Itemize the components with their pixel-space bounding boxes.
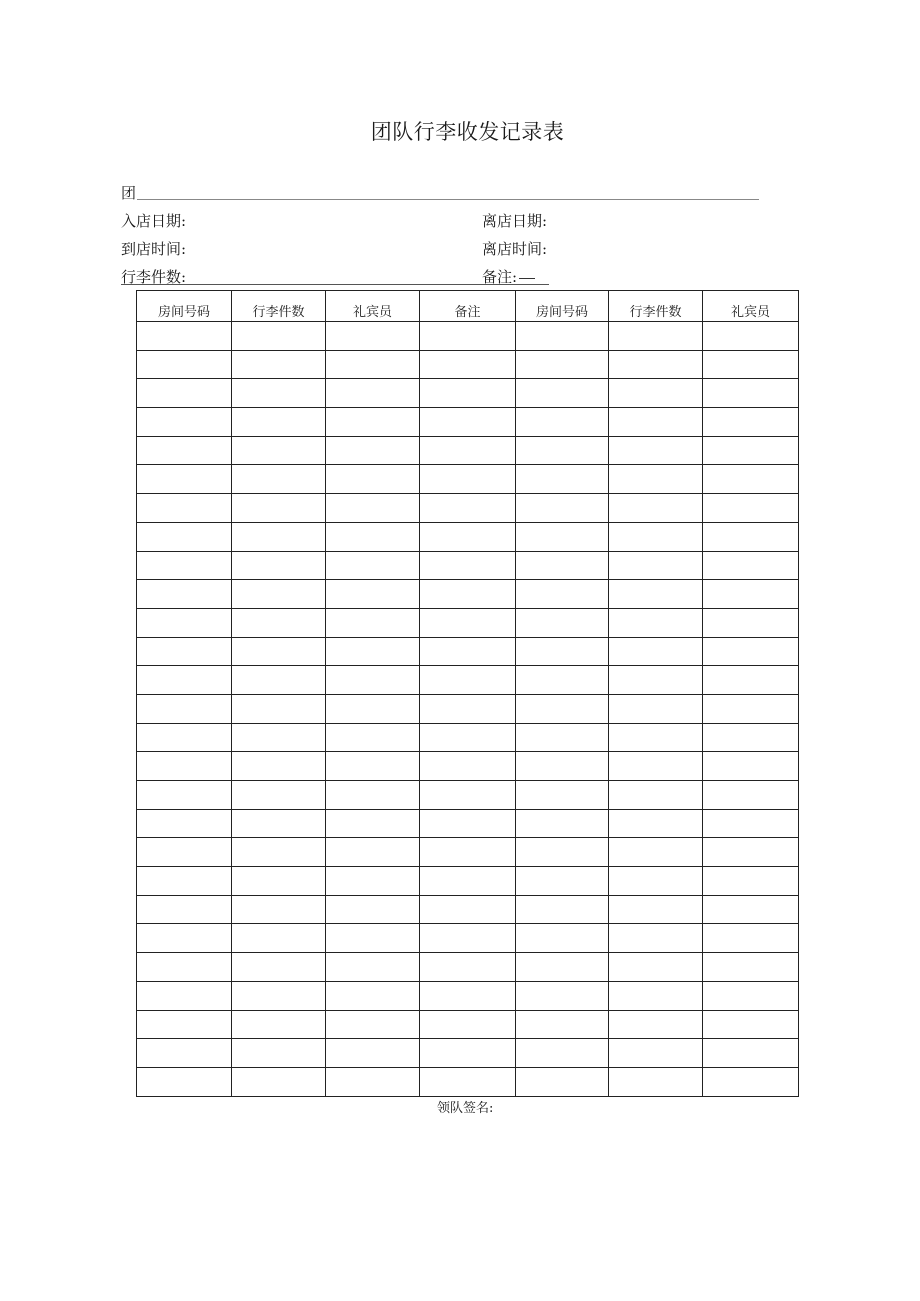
column-header-luggage-count-2: 行李件数: [609, 291, 703, 322]
table-cell: [232, 752, 326, 781]
table-cell: [703, 838, 799, 867]
table-cell: [516, 551, 609, 580]
table-cell: [703, 1010, 799, 1039]
table-cell: [326, 522, 420, 551]
table-cell: [137, 608, 232, 637]
table-cell: [137, 350, 232, 379]
arrival-time-label: 到店时间:: [121, 240, 187, 258]
table-cell: [609, 781, 703, 810]
table-cell: [420, 953, 516, 982]
table-row: [137, 637, 799, 666]
table-cell: [232, 551, 326, 580]
table-cell: [703, 666, 799, 695]
table-cell: [137, 637, 232, 666]
table-cell: [703, 924, 799, 953]
table-cell: [232, 838, 326, 867]
table-cell: [326, 867, 420, 896]
table-cell: [326, 436, 420, 465]
table-cell: [326, 694, 420, 723]
table-cell: [420, 752, 516, 781]
table-cell: [703, 465, 799, 494]
table-cell: [703, 580, 799, 609]
table-cell: [703, 322, 799, 351]
column-header-remarks: 备注: [420, 291, 516, 322]
table-cell: [326, 551, 420, 580]
table-header-row: [137, 291, 799, 322]
table-cell: [232, 694, 326, 723]
table-cell: [516, 781, 609, 810]
table-cell: [326, 924, 420, 953]
table-cell: [609, 1067, 703, 1096]
table-cell: [609, 379, 703, 408]
table-cell: [420, 637, 516, 666]
column-header-concierge: 礼宾员: [326, 291, 420, 322]
table-cell: [609, 551, 703, 580]
table-cell: [703, 1039, 799, 1068]
table-cell: [420, 1010, 516, 1039]
table-cell: [232, 867, 326, 896]
table-cell: [516, 809, 609, 838]
leader-signature-label: 领队签名:: [437, 1101, 494, 1116]
table-cell: [516, 379, 609, 408]
table-cell: [609, 408, 703, 437]
table-cell: [326, 723, 420, 752]
table-cell: [703, 494, 799, 523]
table-cell: [420, 723, 516, 752]
column-header-room-number-2: 房间号码: [516, 291, 609, 322]
table-cell: [703, 752, 799, 781]
table-cell: [420, 1067, 516, 1096]
table-cell: [232, 924, 326, 953]
table-cell: [420, 350, 516, 379]
table-body: [137, 322, 799, 1097]
table-cell: [137, 465, 232, 494]
table-cell: [516, 350, 609, 379]
table-cell: [326, 838, 420, 867]
table-cell: [326, 494, 420, 523]
table-cell: [137, 752, 232, 781]
table-cell: [326, 809, 420, 838]
column-header-luggage-count: 行李件数: [232, 291, 326, 322]
table-row: [137, 522, 799, 551]
table-cell: [703, 436, 799, 465]
table-cell: [137, 522, 232, 551]
table-cell: [420, 781, 516, 810]
table-cell: [137, 1039, 232, 1068]
table-cell: [232, 723, 326, 752]
team-fill-line: [137, 199, 759, 200]
table-cell: [516, 1010, 609, 1039]
table-cell: [609, 694, 703, 723]
table-cell: [420, 580, 516, 609]
table-cell: [609, 580, 703, 609]
table-cell: [703, 408, 799, 437]
table-cell: [232, 637, 326, 666]
table-cell: [516, 322, 609, 351]
table-cell: [232, 1067, 326, 1096]
table-row: [137, 1067, 799, 1096]
table-row: [137, 465, 799, 494]
table-cell: [703, 981, 799, 1010]
table-cell: [516, 867, 609, 896]
table-cell: [326, 781, 420, 810]
table-cell: [137, 953, 232, 982]
table-row: [137, 895, 799, 924]
table-cell: [609, 1039, 703, 1068]
table-cell: [516, 981, 609, 1010]
table-row: [137, 350, 799, 379]
table-cell: [326, 637, 420, 666]
table-cell: [420, 379, 516, 408]
table-cell: [703, 608, 799, 637]
table-cell: [232, 781, 326, 810]
table-cell: [420, 494, 516, 523]
table-cell: [232, 895, 326, 924]
table-cell: [326, 322, 420, 351]
table-cell: [326, 953, 420, 982]
table-cell: [516, 608, 609, 637]
table-cell: [516, 408, 609, 437]
column-header-room-number: 房间号码: [137, 291, 232, 322]
table-row: [137, 838, 799, 867]
table-cell: [420, 924, 516, 953]
table-cell: [232, 981, 326, 1010]
table-cell: [326, 379, 420, 408]
table-cell: [137, 838, 232, 867]
table-cell: [232, 608, 326, 637]
table-cell: [703, 694, 799, 723]
table-cell: [703, 895, 799, 924]
table-cell: [232, 1010, 326, 1039]
table-cell: [137, 436, 232, 465]
table-cell: [137, 981, 232, 1010]
table-cell: [516, 953, 609, 982]
table-cell: [326, 1039, 420, 1068]
table-cell: [609, 465, 703, 494]
table-cell: [420, 436, 516, 465]
table-cell: [516, 465, 609, 494]
table-cell: [609, 867, 703, 896]
team-label: 团: [121, 184, 137, 202]
table-cell: [232, 522, 326, 551]
check-out-date-label: 离店日期:: [482, 212, 548, 230]
table-cell: [703, 522, 799, 551]
table-cell: [137, 322, 232, 351]
table-row: [137, 1039, 799, 1068]
table-cell: [609, 1010, 703, 1039]
table-cell: [609, 723, 703, 752]
table-cell: [420, 608, 516, 637]
table-cell: [137, 1010, 232, 1039]
table-cell: [137, 551, 232, 580]
table-cell: [516, 1039, 609, 1068]
table-cell: [516, 637, 609, 666]
check-in-date-label: 入店日期:: [121, 212, 187, 230]
luggage-count-label: 行李件数:: [121, 268, 187, 286]
table-row: [137, 322, 799, 351]
table-cell: [516, 752, 609, 781]
table-cell: [326, 408, 420, 437]
table-cell: [232, 953, 326, 982]
table-cell: [137, 494, 232, 523]
table-cell: [703, 637, 799, 666]
table-cell: [137, 781, 232, 810]
table-cell: [609, 924, 703, 953]
table-cell: [137, 379, 232, 408]
table-cell: [609, 522, 703, 551]
column-header-concierge-2: 礼宾员: [703, 291, 799, 322]
table-cell: [703, 350, 799, 379]
table-cell: [137, 408, 232, 437]
table-cell: [609, 637, 703, 666]
table-cell: [232, 1039, 326, 1068]
table-cell: [232, 379, 326, 408]
table-row: [137, 781, 799, 810]
table-cell: [420, 465, 516, 494]
table-cell: [609, 752, 703, 781]
table-cell: [420, 809, 516, 838]
table-cell: [137, 895, 232, 924]
table-cell: [420, 981, 516, 1010]
table-cell: [232, 350, 326, 379]
table-cell: [703, 953, 799, 982]
table-cell: [609, 608, 703, 637]
table-cell: [420, 867, 516, 896]
table-cell: [232, 580, 326, 609]
table-cell: [137, 1067, 232, 1096]
table-cell: [703, 723, 799, 752]
table-row: [137, 580, 799, 609]
table-row: [137, 867, 799, 896]
table-cell: [326, 981, 420, 1010]
table-cell: [420, 322, 516, 351]
remarks-dash: [519, 278, 535, 279]
table-cell: [609, 838, 703, 867]
table-cell: [516, 436, 609, 465]
table-cell: [516, 494, 609, 523]
table-cell: [326, 608, 420, 637]
table-cell: [137, 580, 232, 609]
table-cell: [609, 666, 703, 695]
remarks-field: [482, 268, 535, 286]
table-cell: [232, 322, 326, 351]
table-cell: [420, 408, 516, 437]
table-cell: [516, 666, 609, 695]
table-cell: [326, 580, 420, 609]
table-cell: [703, 867, 799, 896]
table-row: [137, 379, 799, 408]
table-cell: [137, 723, 232, 752]
table-cell: [516, 895, 609, 924]
table-cell: [516, 924, 609, 953]
table-row: [137, 953, 799, 982]
table-cell: [326, 752, 420, 781]
table-row: [137, 723, 799, 752]
table-row: [137, 694, 799, 723]
table-cell: [609, 494, 703, 523]
table-cell: [137, 809, 232, 838]
table-cell: [516, 723, 609, 752]
table-cell: [703, 781, 799, 810]
table-row: [137, 1010, 799, 1039]
table-cell: [137, 666, 232, 695]
table-cell: [420, 522, 516, 551]
luggage-record-table: [136, 290, 799, 1097]
table-row: [137, 752, 799, 781]
departure-time-label: 离店时间:: [482, 240, 548, 258]
table-cell: [326, 350, 420, 379]
remarks-label: 备注:: [482, 268, 518, 286]
table-row: [137, 924, 799, 953]
table-cell: [420, 694, 516, 723]
table-cell: [232, 666, 326, 695]
table-cell: [232, 465, 326, 494]
table-cell: [609, 350, 703, 379]
table-cell: [420, 551, 516, 580]
table-row: [137, 494, 799, 523]
table-row: [137, 666, 799, 695]
table-cell: [420, 666, 516, 695]
table-cell: [420, 1039, 516, 1068]
table-row: [137, 608, 799, 637]
table-cell: [326, 666, 420, 695]
table-cell: [232, 408, 326, 437]
table-cell: [516, 522, 609, 551]
table-cell: [609, 895, 703, 924]
table-row: [137, 981, 799, 1010]
table-cell: [420, 895, 516, 924]
table-cell: [232, 809, 326, 838]
table-row: [137, 436, 799, 465]
table-cell: [516, 694, 609, 723]
table-cell: [516, 580, 609, 609]
document-title: 团队行李收发记录表: [370, 120, 565, 144]
table-cell: [137, 924, 232, 953]
table-cell: [137, 867, 232, 896]
table-cell: [609, 809, 703, 838]
table-cell: [516, 1067, 609, 1096]
table-cell: [609, 953, 703, 982]
table-cell: [137, 694, 232, 723]
table-cell: [609, 436, 703, 465]
table-row: [137, 551, 799, 580]
table-cell: [703, 809, 799, 838]
table-row: [137, 408, 799, 437]
table-cell: [232, 494, 326, 523]
table-cell: [420, 838, 516, 867]
table-cell: [609, 322, 703, 351]
table-cell: [609, 981, 703, 1010]
table-cell: [326, 465, 420, 494]
table-row: [137, 809, 799, 838]
table-cell: [326, 1067, 420, 1096]
table-cell: [232, 436, 326, 465]
table-cell: [703, 551, 799, 580]
table-cell: [703, 1067, 799, 1096]
table-cell: [326, 895, 420, 924]
table-cell: [326, 1010, 420, 1039]
table-cell: [703, 379, 799, 408]
table-cell: [516, 838, 609, 867]
